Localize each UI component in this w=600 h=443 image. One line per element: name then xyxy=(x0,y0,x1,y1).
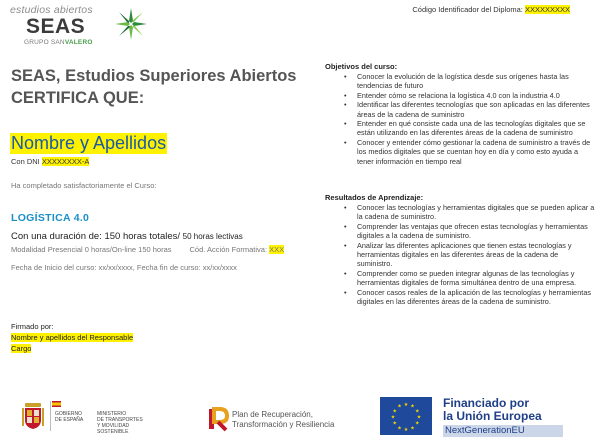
logo-brand: SEAS xyxy=(26,15,86,38)
learning-outcomes-list xyxy=(340,203,595,306)
objectives-title: Objetivos del curso: xyxy=(325,62,398,71)
duration-total: Con una duración de: 150 horas totales/ xyxy=(11,231,181,242)
svg-text:★: ★ xyxy=(397,403,402,410)
svg-text:★: ★ xyxy=(414,408,420,415)
list-item: • Entender cómo se relaciona la logística 4.0 con la industria 4.0 xyxy=(340,91,595,100)
list-item: • Entender en qué consiste cada una de las tecnologías digitales que se están utilizando en las diferentes áreas de la cadena de suministro xyxy=(340,119,595,138)
gobierno-espana-logo xyxy=(22,398,152,434)
list-item: • Conocer la evolución de la logística desde sus orígenes hasta las tendencias de futuro xyxy=(340,72,595,91)
list-item: • Conocer y entender cómo gestionar la cadena de suministro a través de los medios digitales que se cuentan hoy en día y como esto ayuda a tener información en tiempo real xyxy=(340,138,595,166)
spain-coat-of-arms-icon xyxy=(22,402,44,430)
action-code-label: Cód. Acción Formativa: xyxy=(189,245,268,254)
duration-lectivas: 50 horas lectivas xyxy=(182,232,243,241)
dni-label: Con DNI xyxy=(11,157,40,166)
prtr-r-icon xyxy=(206,405,230,433)
diploma-code-value: XXXXXXXXX xyxy=(524,5,570,14)
list-item: • Analizar las diferentes aplicaciones que tienen estas tecnologías y herramientas digitales en las diferentes áreas de la cadena de suministro. xyxy=(340,241,595,269)
list-item: • Identificar las diferentes tecnologías que son aplicadas en las diferentes áreas de la cadena de suministro xyxy=(340,100,595,119)
organization-name: SEAS, Estudios Superiores Abiertos xyxy=(11,67,297,85)
svg-text:★: ★ xyxy=(414,420,420,427)
modality-line xyxy=(11,245,284,254)
svg-text:★: ★ xyxy=(410,403,415,410)
svg-text:★: ★ xyxy=(390,414,396,421)
list-item: • Conocer las tecnologías y herramientas digitales que se pueden aplicar a la cadena de suministro. xyxy=(340,203,595,222)
eu-nextgen: NextGenerationEU xyxy=(443,425,563,437)
logo-group: GRUPO SANVALERO xyxy=(24,39,93,46)
modality-text: Modalidad Presencial 0 horas/On-line 150 horas xyxy=(11,245,172,254)
completed-text: Ha completado satisfactoriamente el Curso: xyxy=(11,181,157,190)
certifies-heading: CERTIFICA QUE: xyxy=(11,89,145,107)
svg-text:★: ★ xyxy=(416,414,422,421)
prtr-text: Plan de Recuperación, Transformación y Resiliencia xyxy=(232,410,335,429)
logo-tagline: estudios abiertos xyxy=(10,4,93,16)
recipient-name: Nombre y Apellidos xyxy=(11,133,167,153)
course-duration xyxy=(11,231,243,242)
eu-flag-icon xyxy=(380,397,432,435)
diploma-code xyxy=(412,5,570,14)
svg-text:★: ★ xyxy=(410,425,415,432)
spain-flag-icon xyxy=(52,401,61,407)
prtr-logo xyxy=(206,404,366,434)
gobierno-text: GOBIERNO DE ESPAÑA xyxy=(55,411,84,423)
svg-text:★: ★ xyxy=(397,425,402,432)
signer-position: Cargo xyxy=(11,344,32,353)
learning-outcomes-title: Resultados de Aprendizaje: xyxy=(325,193,424,202)
list-item: • Comprender como se pueden integrar algunas de las tecnologías y herramientas digitales de forma simultánea dentro de una empresa. xyxy=(340,269,595,288)
eu-funding-logo xyxy=(380,395,590,441)
list-item: • Comprender las ventajas que ofrecen estas tecnologías y herramientas digitales a la cadena de suministro. xyxy=(340,222,595,241)
course-title: LOGÍSTICA 4.0 xyxy=(11,212,90,224)
dni-value: XXXXXXXX-A xyxy=(41,157,90,166)
seas-star-icon xyxy=(113,6,149,42)
svg-text:★: ★ xyxy=(392,408,398,415)
signer-name: Nombre y apellidos del Responsable xyxy=(11,333,134,342)
seas-logo xyxy=(10,4,150,48)
signed-by-label: Firmado por: xyxy=(11,322,54,331)
dni-line xyxy=(11,157,89,166)
eu-funded-line1: Financiado por xyxy=(443,396,530,410)
list-item: • Conocer casos reales de la aplicación de las tecnologías y herramientas digitales en las diferentes áreas de la cadena de suministro. xyxy=(340,288,595,307)
action-code-value: XXX xyxy=(269,245,285,254)
diploma-code-label: Código Identificador del Diploma: xyxy=(412,5,523,14)
svg-text:★: ★ xyxy=(403,402,409,408)
objectives-list xyxy=(340,72,595,166)
eu-funded-line2: la Unión Europea xyxy=(443,409,542,423)
ministry-text: MINISTERIO DE TRANSPORTES Y MOVILIDAD SOSTENIBLE xyxy=(97,411,143,435)
svg-text:★: ★ xyxy=(403,427,409,433)
svg-text:★: ★ xyxy=(392,420,398,427)
course-dates: Fecha de Inicio del curso: xx/xx/xxxx, Fecha fin de curso: xx/xx/xxxx xyxy=(11,263,237,272)
